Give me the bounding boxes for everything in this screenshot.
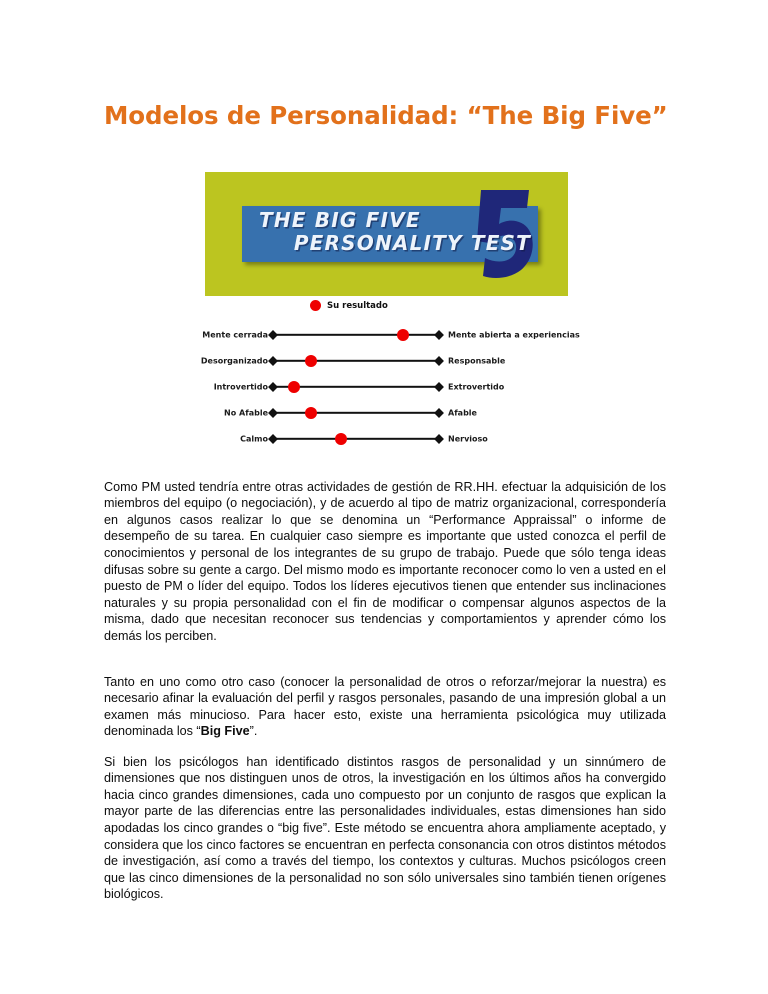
scale-left-label: Calmo — [240, 434, 268, 444]
scale-axis — [272, 328, 440, 342]
scale-left-label: Mente cerrada — [202, 330, 268, 340]
scale-result-marker — [397, 329, 409, 341]
banner-line-2: PERSONALITY TEST — [293, 231, 531, 255]
scale-line — [272, 334, 440, 336]
legend-result-dot-icon — [310, 300, 321, 311]
paragraph-3: Si bien los psicólogos han identificado distintos rasgos de personalidad y un sinnúmero de dimensiones que nos distinguen unos de otros, la investigación en los últimos años ha convergido hacia cinco grandes dimensiones, cada uno compuesto por un conjunto de rasgos que explican la mayor parte de las diferencias entre las personalidades individuales, estas dimensiones han sido apodadas los cinco grandes o “big five”. Este método se encuentra ahora ampliamente aceptado, y considera que los cinco factores se encuentran en perfecta consonancia con otros distintos métodos de investigación, así como a través del tiempo, los contextos y culturas. Muchos psicólogos creen que las cinco dimensiones de la personalidad no son sólo universales sino también tienen orígenes biológicos. — [104, 754, 666, 902]
scale-endpoint-right-icon — [434, 408, 444, 418]
page-title: Modelos de Personalidad: “The Big Five” — [104, 101, 668, 131]
scale-line — [272, 438, 440, 440]
scale-row — [200, 348, 568, 374]
result-legend — [310, 300, 388, 311]
scale-endpoint-left-icon — [268, 382, 278, 392]
scale-row — [202, 322, 580, 348]
banner-text-block — [257, 209, 537, 255]
scale-line — [272, 360, 440, 362]
scales-container — [200, 322, 580, 452]
scale-axis — [272, 406, 440, 420]
scale-row — [205, 400, 568, 426]
scale-row — [205, 426, 568, 452]
scale-endpoint-left-icon — [268, 408, 278, 418]
scale-left-label: Desorganizado — [200, 356, 268, 366]
scale-endpoint-right-icon — [434, 434, 444, 444]
big-five-banner — [205, 172, 568, 296]
legend-label: Su resultado — [327, 300, 388, 311]
paragraph-2-part-2: ”. — [249, 724, 258, 739]
scale-result-marker — [288, 381, 300, 393]
scale-result-marker — [335, 433, 347, 445]
paragraph-2-part-1: Tanto en uno como otro caso (conocer la personalidad de otros o reforzar/mejorar la nuestra) es necesario afinar la evaluación del perfil y rasgos personales, pasando de una impresión global a un examen más minucioso. Para hacer esto, existe una herramienta psicológica muy utilizada denominada los “ — [104, 674, 666, 739]
scale-right-label: Afable — [448, 408, 477, 418]
scale-endpoint-left-icon — [268, 330, 278, 340]
scale-axis — [272, 354, 440, 368]
scale-left-label: No Afable — [224, 408, 268, 418]
scale-axis — [272, 432, 440, 446]
scale-endpoint-left-icon — [268, 434, 278, 444]
scale-endpoint-right-icon — [434, 382, 444, 392]
scale-left-label: Introvertido — [213, 382, 268, 392]
scale-right-label: Extrovertido — [448, 382, 505, 392]
scale-endpoint-left-icon — [268, 356, 278, 366]
scale-line — [272, 412, 440, 414]
paragraph-2-emphasis: Big Five — [200, 724, 250, 739]
scale-result-marker — [305, 407, 317, 419]
paragraph-1: Como PM usted tendría entre otras actividades de gestión de RR.HH. efectuar la adquisición de los miembros del equipo (o negociación), y de acuerdo al tipo de matriz organizacional, correspondería en algunos casos realizar lo que se denomina un “Performance Appraissal” o informe de desempeño de su tarea. En cualquier caso siempre es importante que usted conozca el perfil de conocimientos y personal de los integrantes de su grupo de trabajo. Puede que sólo tenga ideas difusas sobre su gente a cargo. Del mismo modo es importante reconocer como lo ven a usted en el puesto de PM o líder del equipo. Todos los líderes ejecutivos tienen que entender sus inclinaciones naturales y su propia personalidad con el fin de modificar o compensar algunos aspectos de la misma, dado que necesitan reconocer sus tendencias y comportamientos y aprender cómo los demás los perciben. — [104, 479, 666, 643]
scale-endpoint-right-icon — [434, 330, 444, 340]
scale-right-label: Nervioso — [448, 434, 488, 444]
scale-right-label: Responsable — [448, 356, 506, 366]
big-five-figure — [200, 172, 580, 444]
scale-row — [205, 374, 568, 400]
banner-line-1: THE BIG FIVE — [259, 208, 421, 232]
scale-axis — [272, 380, 440, 394]
scale-result-marker — [305, 355, 317, 367]
paragraph-2 — [104, 674, 666, 740]
scale-right-label: Mente abierta a experiencias — [448, 330, 580, 340]
scale-endpoint-right-icon — [434, 356, 444, 366]
